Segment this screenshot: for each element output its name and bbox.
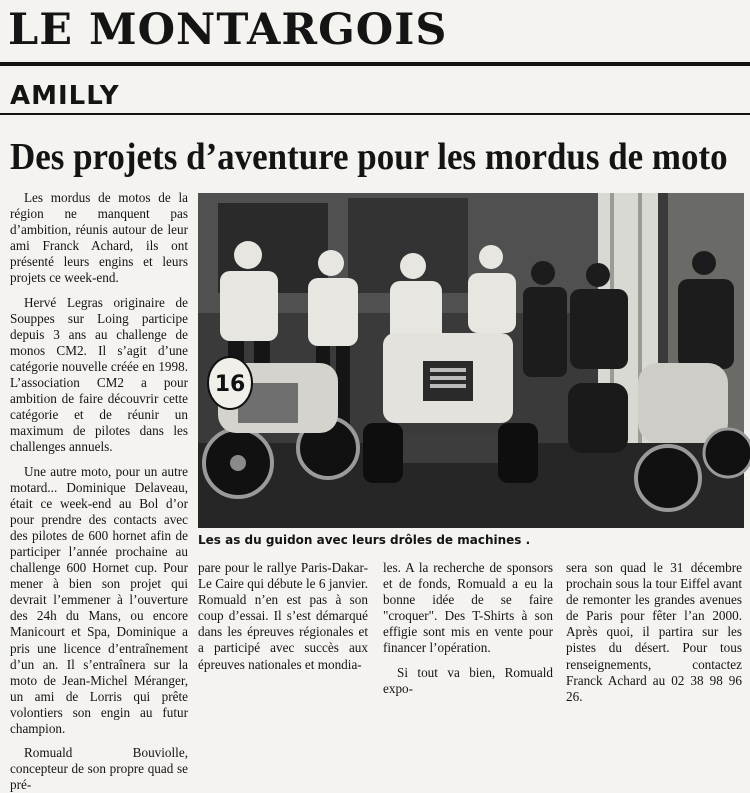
article-paragraph: Si tout va bien, Romuald expo- [383, 664, 553, 696]
article-paragraph: Une autre moto, pour un autre motard... Dominique Delaveau, était ce week-end au Bol d’or pour prendre des contacts avec des pilotes de 600 hornet afin de participer l’année prochaine au challenge 600 Hornet cup. Pour mener à bien son projet qui devrait l’emmener à l’ouverture des 24h du Mans, ou encore Manicourt et Spa, Dominique a pris une licence d’entraînement d’un an. Il s’entraînera sur la moto de Jean-Michel Méranger, un ami de Lorris qui prête volontiers son engin au futur champion. [10, 463, 188, 736]
photo-caption: Les as du guidon avec leurs drôles de machines . [198, 533, 531, 547]
race-number-plate: 16 [214, 372, 246, 397]
article-paragraph: pare pour le rallye Paris-Dakar-Le Caire qui débute le 6 janvier. Romuald n’en est pas à son coup d’essai. Il s’est démarqué dans les épreuves régionales et a participé avec succès aux épreuves nationales et mondia- [198, 560, 368, 672]
article-paragraph: Les mordus de motos de la région ne manquent pas d’ambition, réunis autour de leur ami Franck Achard, ils ont présenté leurs engins et leurs projets ce week-end. [10, 190, 188, 286]
article-headline: Des projets d’aventure pour les mordus de moto [10, 136, 728, 178]
article-photo [198, 193, 744, 528]
article-column-3 [383, 560, 553, 696]
article-paragraph: les. A la recherche de sponsors et de fonds, Romuald a eu la bonne idée de se faire "croquer". Des T-Shirts à son effigie sont mis en vente pour financer l’opération. [383, 560, 553, 656]
article-column-4 [566, 560, 742, 704]
article-column-2 [198, 560, 368, 672]
article-paragraph: Romuald Bouviolle, concepteur de son propre quad se pré- [10, 745, 188, 793]
article-paragraph: sera son quad le 31 décembre prochain sous la tour Eiffel avant de remonter les grandes avenues de Paris pour fêter l’an 2000. Après quoi, il partira sur les pistes du désert. Pour tous renseignements, contactez Franck Achard au 02 38 98 96 26. [566, 560, 742, 704]
section-rubric: AMILLY [10, 81, 120, 111]
newspaper-masthead: LE MONTARGOIS [8, 5, 448, 55]
article-paragraph: Hervé Legras originaire de Souppes sur Loing participe depuis 3 ans au challenge de monos CM2. Il s’agit d’une catégorie nouvelle créée en 1998. L’association CM2 a pour ambition de faire découvrir cette catégorie et de réunir un maximum de pilotes dans les challenges annuels. [10, 294, 188, 455]
masthead-rule [0, 62, 750, 66]
article-column-1 [10, 190, 188, 793]
bikers-photo-illustration [198, 193, 744, 528]
rubric-rule [0, 113, 750, 115]
